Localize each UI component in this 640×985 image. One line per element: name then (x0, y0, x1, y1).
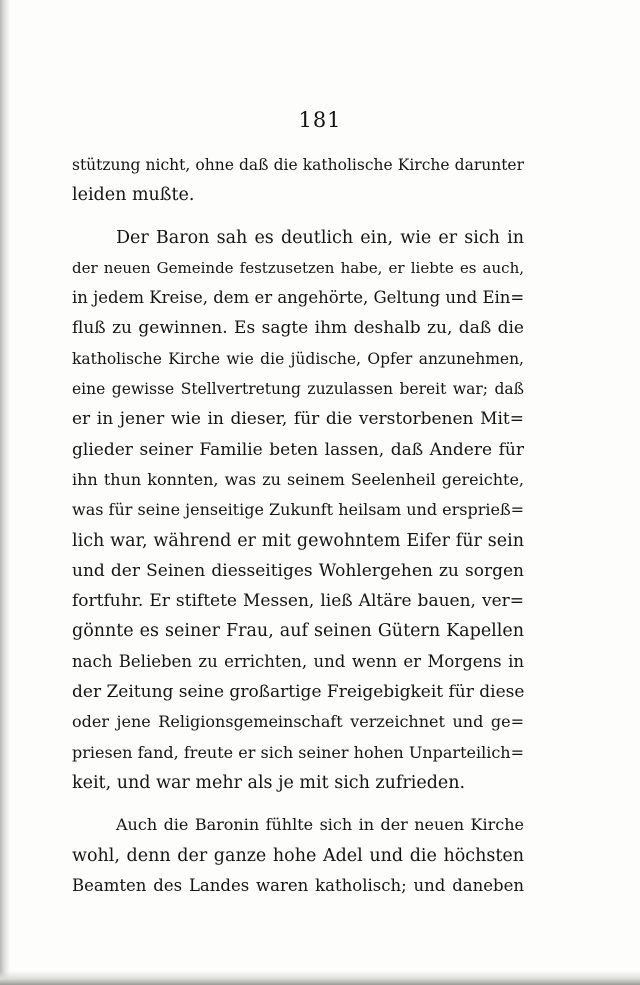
body-text (72, 150, 524, 901)
text-line: lich war, während er mit gewohntem Eifer für sein (72, 530, 524, 551)
text-line: katholische Kirche wie die jüdische, Opfer anzunehmen, (72, 349, 524, 368)
page-number: 181 (298, 108, 342, 132)
text-line: ihn thun konnten, was zu seinem Seelenheil gereichte, (72, 469, 524, 489)
text-line: wohl, denn der ganze hohe Adel und die höchsten (72, 845, 524, 866)
text-line: der neuen Gemeinde festzusetzen habe, er liebte es auch, (72, 258, 524, 277)
text-line: der Zeitung seine großartige Freigebigkeit für diese (72, 682, 524, 703)
text-line: was für seine jenseitige Zukunft heilsam und ersprieß= (72, 500, 524, 520)
text-line: er in jener wie in dieser, für die verstorbenen Mit= (72, 409, 524, 430)
text-line: nach Belieben zu errichten, und wenn er Morgens in (72, 651, 524, 671)
text-line: gönnte es seiner Frau, auf seinen Gütern Kapellen (72, 621, 524, 642)
text-line: Beamten des Landes waren katholisch; und daneben (72, 875, 524, 895)
text-line: leiden mußte. (72, 185, 195, 206)
text-line: in jedem Kreise, dem er angehörte, Geltung und Ein= (72, 288, 524, 308)
text-line: eine gewisse Stellvertretung zuzulassen bereit war; daß (72, 380, 524, 399)
text-line: und der Seinen diesseitiges Wohlergehen zu sorgen (72, 560, 524, 581)
text-line: fluß zu gewinnen. Es sagte ihm deshalb zu, daß die (72, 318, 524, 339)
text-line: glieder seiner Familie beten lassen, daß Andere für (72, 439, 524, 460)
text-line: keit, und war mehr als je mit sich zufrieden. (72, 772, 466, 793)
scan-left-shadow (0, 0, 10, 985)
text-line: priesen fand, freute er sich seiner hohen Unparteilich= (72, 742, 524, 762)
text-line: oder jene Religionsgemeinschaft verzeichnet und ge= (72, 712, 524, 732)
text-line: fortfuhr. Er stiftete Messen, ließ Altäre bauen, ver= (72, 591, 524, 612)
scan-bottom-edge (0, 971, 640, 985)
text-line: Der Baron sah es deutlich ein, wie er sich in (116, 227, 524, 248)
text-line: stützung nicht, ohne daß die katholische Kirche darunter (72, 156, 524, 174)
text-line: Auch die Baronin fühlte sich in der neuen Kirche (116, 815, 524, 835)
